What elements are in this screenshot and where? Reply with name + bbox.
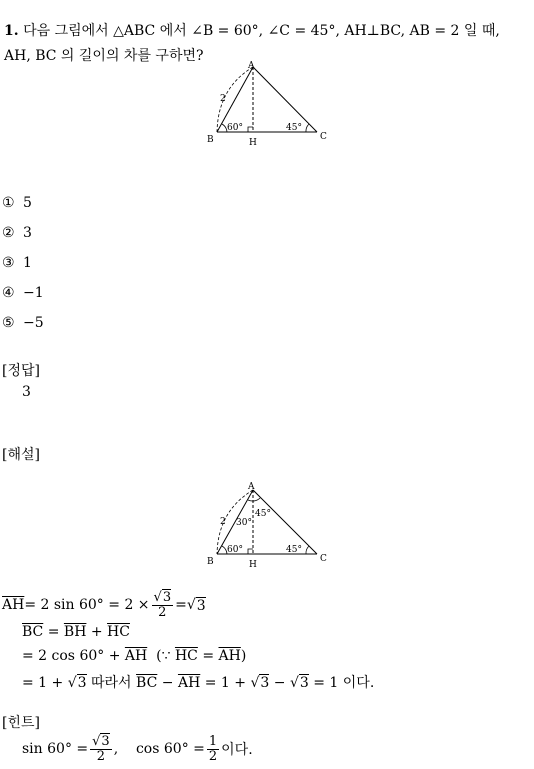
line4-r3: 3	[299, 675, 309, 691]
line4-ah: $\overline{AH}$	[177, 675, 201, 691]
line4-eq: = 1 +	[200, 675, 251, 691]
choice-5-mark: ⑤	[2, 315, 15, 331]
triangle-figure-1	[200, 58, 340, 153]
line1-frac-den: 2	[158, 604, 167, 620]
line4-minus: −	[157, 675, 178, 691]
fig2-label-c: C	[320, 554, 327, 564]
explanation-heading: [해설]	[2, 447, 40, 463]
line1-eq: =	[175, 597, 187, 613]
question-number: 1.	[4, 23, 19, 39]
line2-plus: +	[86, 624, 108, 640]
line1-mid: = 2 sin 60° = 2 ×	[24, 597, 150, 613]
line4-minus2: −	[269, 675, 290, 691]
line3-eq: =	[197, 648, 219, 664]
choice-4-mark: ④	[2, 285, 15, 301]
line1-frac-num: 3	[162, 589, 172, 605]
choice-2-value: 3	[23, 225, 32, 241]
line4-r2: 3	[260, 675, 270, 691]
line4-mid: 따라서	[86, 675, 137, 691]
fig1-label-angle-c: 45°	[286, 123, 302, 133]
choice-3-value: 1	[23, 255, 32, 271]
hint-sin-den: 2	[96, 748, 106, 764]
fig2-label-angle-a2: 45°	[255, 509, 271, 519]
fig1-label-b: B	[207, 135, 214, 145]
fig1-label-angle-b: 60°	[227, 123, 243, 133]
choice-5-value: −5	[23, 315, 44, 331]
fig2-label-b: B	[207, 557, 214, 567]
fig2-label-angle-c: 45°	[286, 545, 302, 555]
hint-end: 이다.	[221, 742, 253, 758]
choice-1-mark: ①	[2, 195, 15, 211]
line1-rhs: 3	[196, 597, 206, 614]
choice-1-value: 5	[23, 195, 32, 211]
question-text-2: AH, BC 의 길이의 차를 구하면?	[4, 48, 204, 64]
hint-line	[22, 732, 253, 766]
question-text-1: 다음 그림에서 △ABC 에서 ∠B = 60°, ∠C = 45°, AH⊥BC, AB = 2 일 때,	[23, 23, 500, 39]
bc-segment: $\overline{BC}$	[22, 624, 44, 640]
choice-1[interactable]	[2, 195, 32, 211]
line4-r1: 3	[77, 675, 87, 691]
line3-because: (∵	[147, 648, 175, 664]
explanation-line-1: $\overline{AH}$ = 2 sin 60° = 2 × $\frac{√3}{2}$ = √ 3	[2, 589, 206, 620]
explanation-line-4: = 1 + √3 따라서 $\overline{BC} - \overline{AH} = 1 + √3 - √3 = 1$ 이다.	[22, 675, 375, 691]
hc-segment: $\overline{HC}$	[107, 624, 130, 640]
fig2-label-side: 2	[220, 517, 226, 527]
hint-sin-fraction: $\frac{√3}{2}$	[92, 733, 110, 764]
answer-heading: [정답]	[2, 363, 40, 379]
line4-pre: = 1 +	[22, 675, 68, 691]
hint-sin-pre: sin 60° =	[22, 741, 89, 757]
hint-cos-den: 2	[208, 748, 218, 764]
fraction-sqrt3-over-2: $\frac{√3}{2}$	[153, 589, 172, 620]
explanation-line-3	[22, 648, 246, 664]
choice-2[interactable]	[2, 225, 32, 241]
hint-sep: ,	[113, 741, 136, 757]
line4-end: = 1 이다.	[308, 675, 375, 691]
hint-heading: [힌트]	[2, 715, 40, 731]
hint-cos-pre: cos 60° =	[135, 741, 205, 757]
fig2-label-h: H	[249, 560, 257, 570]
choice-4[interactable]	[2, 285, 44, 301]
line2-eq: =	[43, 624, 64, 640]
choice-2-mark: ②	[2, 225, 15, 241]
line4-bc: $\overline{BC}$	[136, 675, 158, 691]
fig1-label-h: H	[249, 138, 257, 148]
choice-4-value: −1	[23, 285, 44, 301]
fig1-label-c: C	[320, 132, 327, 142]
line3-ah2: $\overline{AH}$	[218, 648, 241, 664]
triangle-figure-2	[200, 476, 340, 571]
choice-3-mark: ③	[2, 255, 15, 271]
fig1-label-side: 2	[220, 94, 226, 104]
line3-ah: $\overline{AH}$	[124, 648, 148, 664]
choice-5[interactable]	[2, 315, 44, 331]
hint-cos-fraction	[207, 735, 219, 763]
line3-hc: $\overline{HC}$	[174, 648, 198, 664]
fig2-label-angle-a1: 30°	[236, 518, 252, 528]
explanation-line-2	[22, 624, 130, 640]
bh-segment: $\overline{BH}$	[63, 624, 87, 640]
hint-cos-num: 1	[208, 733, 218, 749]
ah-segment: $\overline{AH}$	[2, 597, 25, 613]
line3-close: )	[240, 648, 247, 664]
line3-pre: = 2 cos 60° +	[22, 648, 125, 664]
answer-value: 3	[22, 384, 31, 400]
question-line-2	[4, 45, 204, 65]
fig2-label-a: A	[248, 482, 255, 492]
hint-sin-num: 3	[101, 733, 110, 749]
choice-3[interactable]	[2, 255, 32, 271]
question-line-1	[4, 20, 500, 40]
fig1-label-a: A	[248, 61, 255, 71]
fig2-label-angle-b: 60°	[227, 545, 243, 555]
